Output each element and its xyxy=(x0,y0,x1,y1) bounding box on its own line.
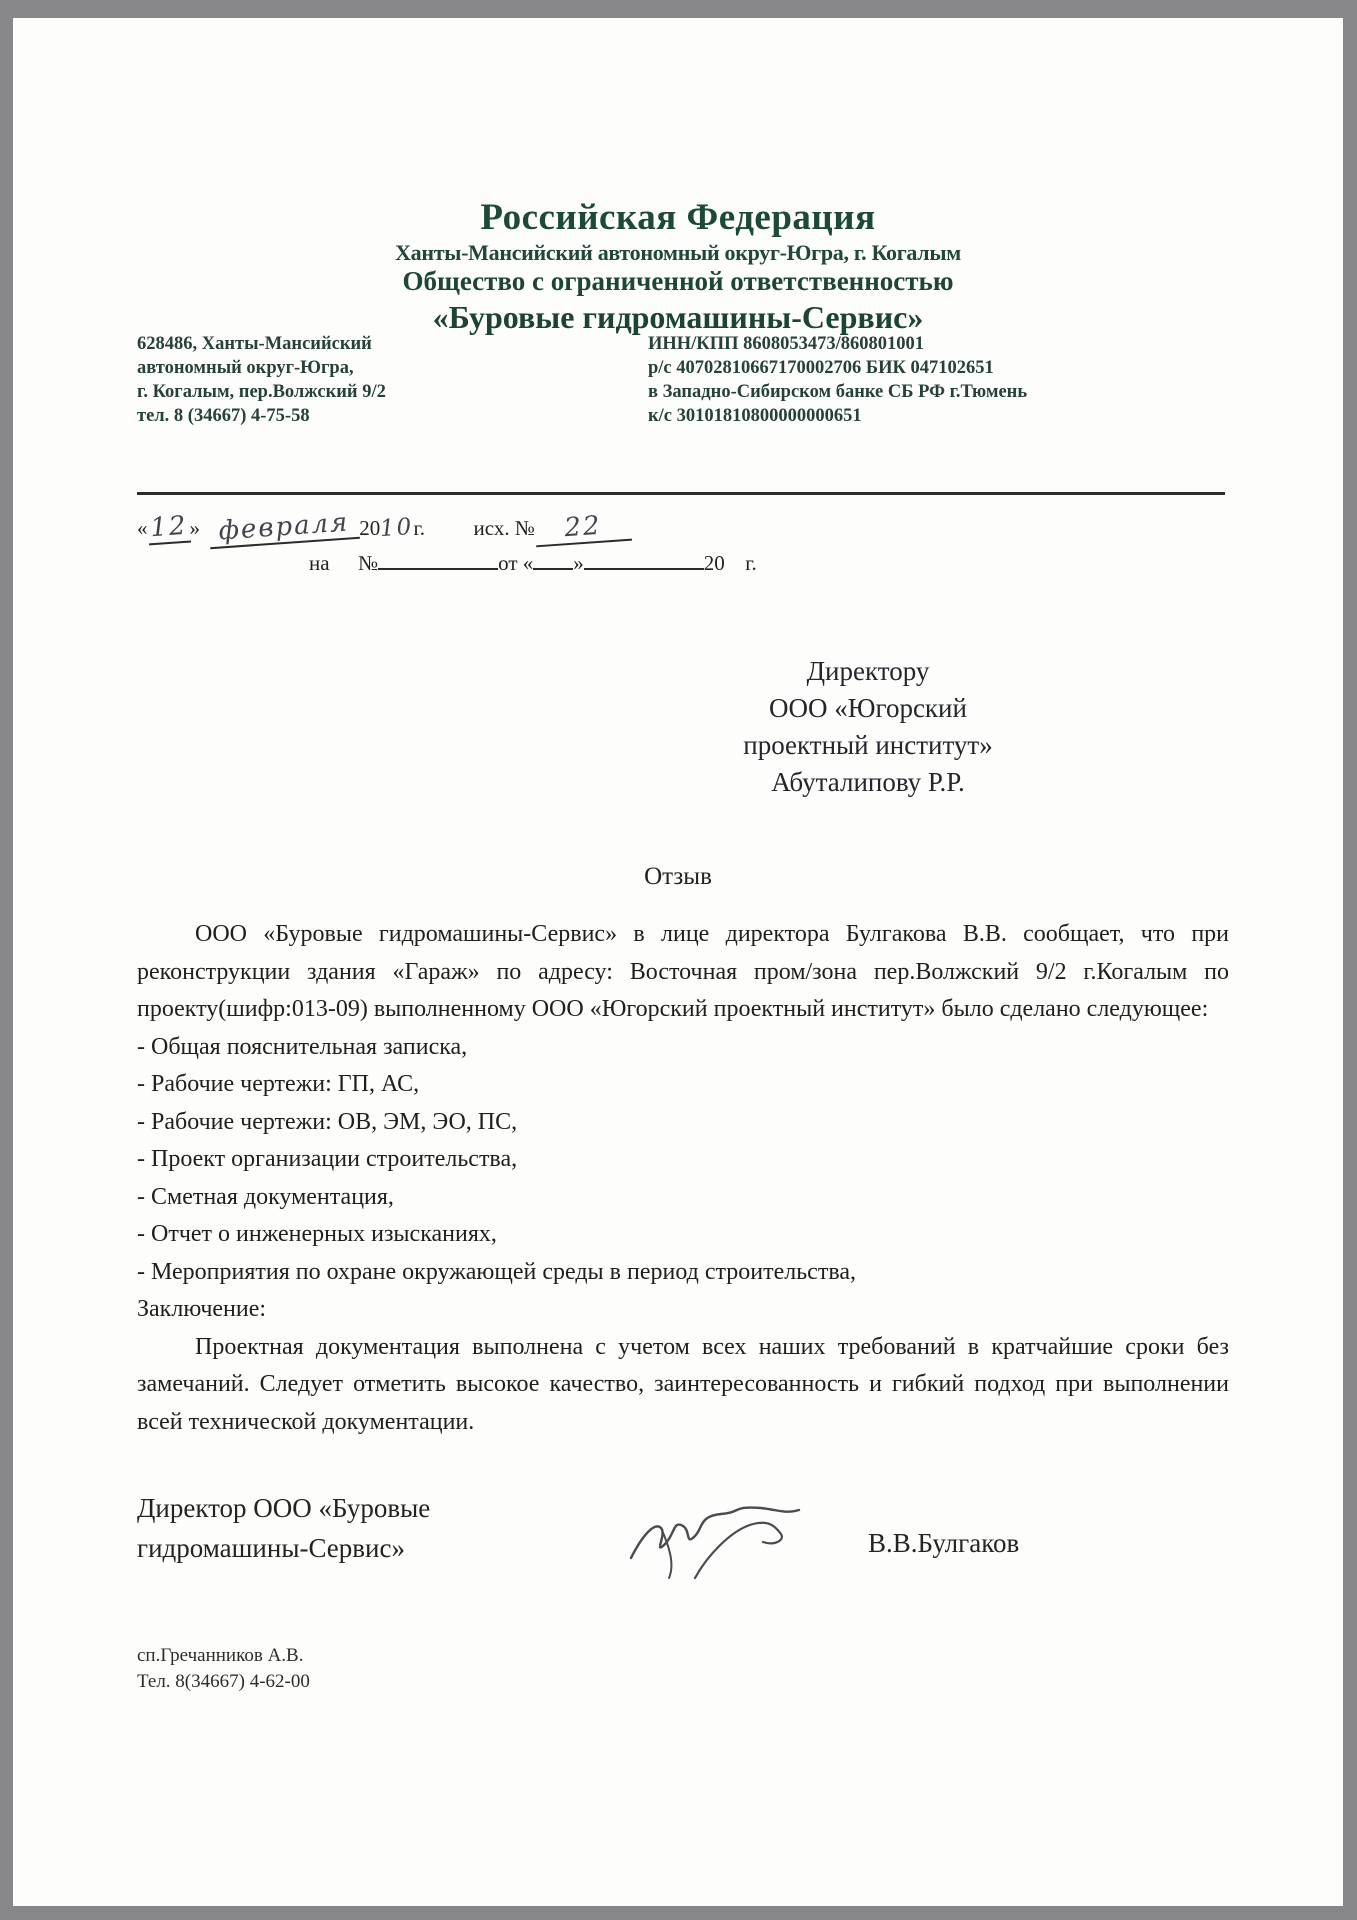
outgoing-number-label: исх. № xyxy=(473,516,535,540)
open-quote: « xyxy=(137,516,148,540)
letterhead-country: Российская Федерация xyxy=(480,197,876,238)
works-list xyxy=(137,1029,1229,1292)
handwritten-month: февраля xyxy=(208,507,360,549)
conclusion-label: Заключение: xyxy=(137,1296,267,1322)
incoming-quote: » xyxy=(573,551,584,575)
conclusion-paragraph: Проектная документация выполнена с учетом всех наших требований в кратчайшие сроки без замечаний. Следует отметить высокое качество, заинтересованность и гибкий подход при выполнении всей технической документации. xyxy=(137,1333,1229,1435)
incoming-ot-label: от « xyxy=(498,551,534,575)
signatory-position-line: Директор ООО «Буровые xyxy=(137,1493,431,1523)
stamp-row-1 xyxy=(137,507,757,547)
company-address-line: автономный округ-Югра, xyxy=(137,358,354,378)
document-title: Отзыв xyxy=(644,863,712,890)
letterhead-divider xyxy=(137,492,1225,495)
incoming-na-label: на xyxy=(309,551,330,575)
incoming-year-label: 20 xyxy=(703,551,725,575)
handwritten-outgoing-number: 22 xyxy=(534,509,632,548)
letterhead-region: Ханты-Мансийский автономный округ-Югра, г. Когалым xyxy=(395,240,961,265)
signatory-position xyxy=(137,1488,557,1568)
company-address-line: г. Когалым, пер.Волжский 9/2 xyxy=(137,382,386,402)
addressee-line: Директору xyxy=(806,656,930,686)
incoming-month-blank xyxy=(584,550,704,570)
executor-phone: Тел. 8(34667) 4-62-00 xyxy=(137,1671,310,1692)
works-list-item: - Сметная документация, xyxy=(137,1183,394,1210)
addressee-line: проектный институт» xyxy=(743,730,993,760)
company-bank-line: к/с 30101810800000000651 xyxy=(648,406,862,426)
handwritten-year: 10 xyxy=(379,513,415,543)
works-list-item: - Мероприятия по охране окружающей среды в период строительства, xyxy=(137,1258,856,1285)
addressee-line: Абуталипову Р.Р. xyxy=(771,767,965,797)
document-page xyxy=(13,18,1343,1906)
close-quote: » xyxy=(189,516,200,540)
addressee-block xyxy=(703,653,1033,801)
handwritten-day: 12 xyxy=(146,511,190,546)
incoming-number-label: № xyxy=(358,551,379,575)
company-address-line: тел. 8 (34667) 4-75-58 xyxy=(137,406,310,426)
executor-block xyxy=(137,1643,310,1695)
company-bank-line: ИНН/КПП 8608053473/860801001 xyxy=(648,334,925,354)
company-bank-block xyxy=(648,332,1228,428)
works-list-item: - Общая пояснительная записка, xyxy=(137,1033,468,1060)
letterhead-org-type: Общество с ограниченной ответственностью xyxy=(402,266,954,296)
signatory-position-line: гидромашины-Сервис» xyxy=(137,1533,405,1563)
works-list-item: - Рабочие чертежи: ОВ, ЭМ, ЭО, ПС, xyxy=(137,1108,518,1135)
year-printed: 20 xyxy=(359,516,381,540)
letterhead-org-name: «Буровые гидромашины-Сервис» xyxy=(432,299,924,335)
year-suffix: г. xyxy=(413,516,426,540)
addressee-line: ООО «Югорский xyxy=(769,693,967,723)
signatory-name: В.В.Булгаков xyxy=(868,1528,1020,1558)
signature-ink-icon xyxy=(603,1486,813,1586)
executor-name: сп.Гречанников А.В. xyxy=(137,1645,304,1666)
date-and-number-stamp xyxy=(137,507,757,576)
company-bank-line: в Западно-Сибирском банке СБ РФ г.Тюмень xyxy=(648,382,1028,402)
signature-scribble xyxy=(603,1486,813,1591)
incoming-year-suffix: г. xyxy=(745,551,757,575)
company-address-line: 628486, Ханты-Мансийский xyxy=(137,334,372,354)
works-list-item: - Проект организации строительства, xyxy=(137,1146,518,1172)
works-list-item: - Отчет о инженерных изысканиях, xyxy=(137,1221,497,1247)
incoming-day-blank xyxy=(533,550,573,570)
body-paragraph: ООО «Буровые гидромашины-Сервис» в лице директора Булгакова В.В. сообщает, что при реконструкции здания «Гараж» по адресу: Восточная пром/зона пер.Волжский 9/2 г.Когалым по проекту(шифр:013-09) выполненному ООО «Югорский проектный институт» было сделано следующее: xyxy=(137,921,1229,1022)
stamp-row-2 xyxy=(309,550,757,576)
document-body xyxy=(137,916,1229,1441)
company-address-block xyxy=(137,332,557,428)
company-bank-line: р/с 40702810667170002706 БИК 047102651 xyxy=(648,358,994,378)
incoming-number-blank xyxy=(378,550,498,570)
works-list-item: - Рабочие чертежи: ГП, АС, xyxy=(137,1071,420,1097)
